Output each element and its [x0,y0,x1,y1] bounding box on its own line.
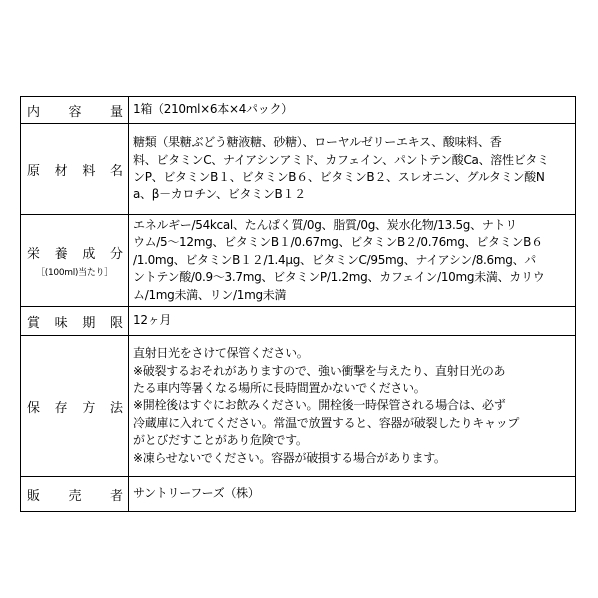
seller-value-cell [129,477,576,512]
ingredients-label [21,160,128,179]
ingredients-text-line: 料、ビタミンC、ナイアシンアミド、カフェイン、パントテン酸Ca、溶性ビタミ [133,152,549,167]
storage-text-line: ※開栓後はすぐにお飲みください。開栓後一時保管される場合は、必ず [133,398,506,413]
label-char: 販 [27,488,41,504]
nutrition-text-line: ム/1mg未満、リン/1mg未満 [133,287,287,302]
label-char: 量 [109,104,123,120]
seller-label-cell [21,477,129,512]
nutrition-text-line: /1.0mg、ビタミンB１２/1.4μg、ビタミンC/95mg、ナイアシン/8.6mg、パ [133,252,536,267]
row-content-volume [21,97,576,124]
label-char: 者 [109,488,123,504]
label-char: 限 [109,315,123,331]
storage-label [21,397,128,416]
label-char: 味 [54,315,68,331]
row-storage [21,336,576,477]
best-before-label-cell [21,307,129,336]
product-info-sheet [20,96,576,512]
nutrition-label-note: ［(100ml)当たり］ [36,268,113,279]
storage-text-line: 直射日光をさけて保管ください。 [133,346,309,361]
nutrition-text-line: ントテン酸/0.9～3.7mg、ビタミンP/1.2mg、カフェイン/10mg未満、カリウ [133,270,545,285]
content-volume-label [21,101,128,120]
storage-label-cell [21,336,129,477]
content-volume-text-line: 1箱（210ml×6本×4パック） [133,102,293,117]
product-info-table [20,96,576,512]
row-best-before [21,307,576,336]
storage-text-line: ※凍らせないでください。容器が破損する場合があります。 [133,450,446,465]
label-char: 栄 [27,247,41,263]
label-char: 材 [54,163,68,179]
label-char: 方 [82,400,96,416]
label-char: 内 [27,104,41,120]
best-before-value-cell [129,307,576,336]
storage-text-line: たる車内等暑くなる場所に長時間置かないでください。 [133,380,426,395]
seller-label [21,485,128,504]
row-nutrition [21,215,576,307]
storage-value-cell [129,336,576,477]
label-char: 分 [109,247,123,263]
ingredients-text-line: 糖類（果糖ぶどう糖液糖、砂糖）、ローヤルゼリーエキス、酸味料、香 [133,135,502,150]
label-char: 名 [109,163,123,179]
label-char: 存 [54,400,68,416]
content-volume-value-cell [129,97,576,124]
label-char: 養 [54,247,68,263]
best-before-label [21,312,128,331]
nutrition-text-line: エネルギー/54kcal、たんぱく質/0g、脂質/0g、炭水化物/13.5g、ナトリ [133,218,517,232]
label-char: 容 [68,104,82,120]
label-char: 法 [109,400,123,416]
content-volume-label-cell [21,97,129,124]
ingredients-text-line: ンP、ビタミンB１、ビタミンB６、ビタミンB２、スレオニン、グルタミン酸N [133,170,545,184]
storage-text-line: がとびだすことがあり危険です。 [133,433,308,448]
ingredients-value-cell [129,124,576,215]
label-char: 賞 [27,315,41,331]
nutrition-label [21,243,128,262]
nutrition-text-line: ウム/5～12mg、ビタミンB１/0.67mg、ビタミンB２/0.76mg、ビタミンB６ [133,235,543,250]
best-before-text-line: 12ヶ月 [133,313,172,328]
label-char: 料 [82,163,96,179]
row-ingredients [21,124,576,215]
storage-text-line: 冷蔵庫に入れてください。常温で放置すると、容器が破裂したりキャップ [133,415,520,430]
row-seller [21,477,576,512]
label-char: 売 [68,488,82,504]
label-char: 保 [27,400,41,416]
label-char: 期 [82,315,96,331]
label-char: 成 [82,247,96,263]
ingredients-text-line: a、β－カロチン、ビタミンB１２ [133,187,306,202]
storage-text-line: ※破裂するおそれがありますので、強い衝撃を与えたり、直射日光のあ [133,363,506,378]
ingredients-label-cell [21,124,129,215]
seller-text-line: サントリーフーズ（株） [133,486,260,501]
nutrition-label-cell [21,215,129,307]
nutrition-value-cell [129,215,576,307]
label-char: 原 [27,163,41,179]
